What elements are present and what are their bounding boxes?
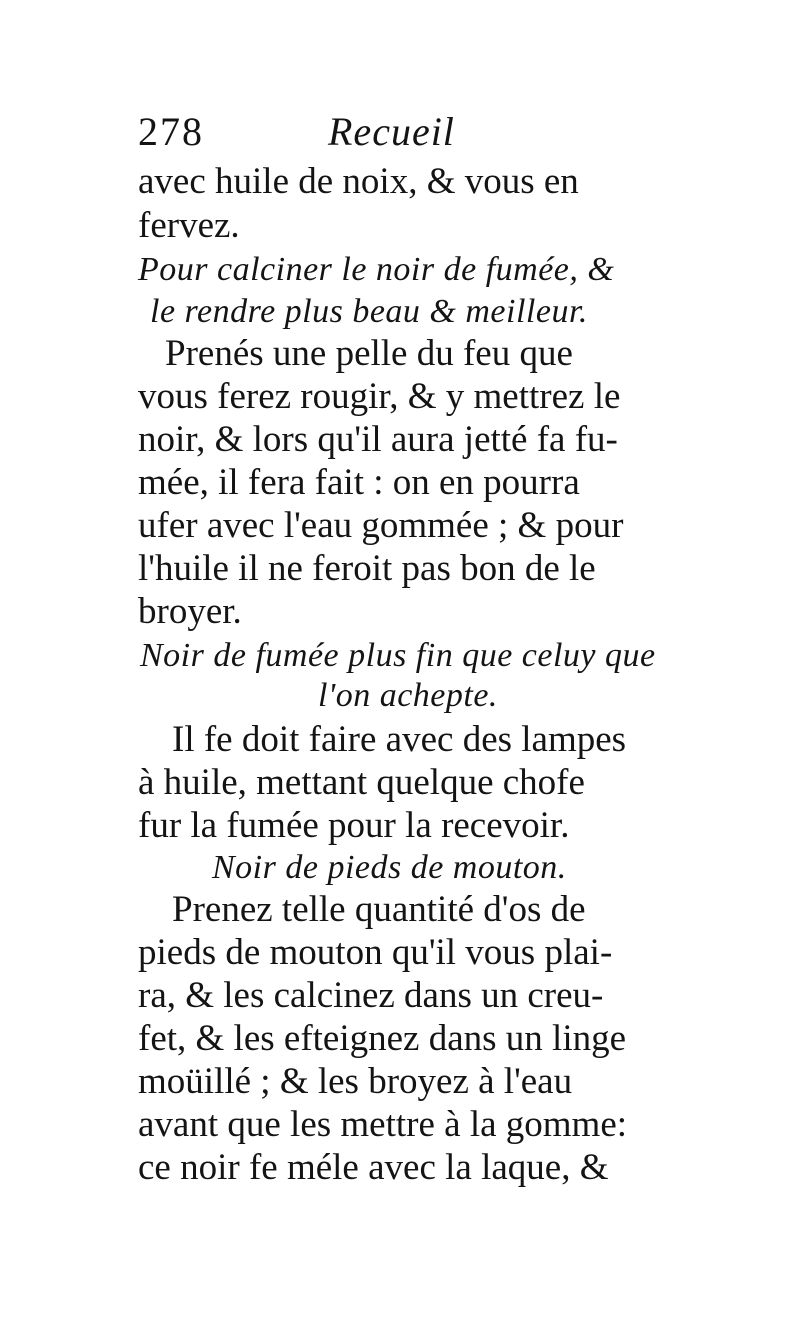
text-line: ce noir fe méle avec la laque, & [138,1147,609,1188]
paragraph-first-line: Il fe doit faire avec des lampes [172,719,627,760]
paragraph-first-line: Prenez telle quantité d'os de [172,889,586,930]
text-line: mée, il fera fait : on en pourra [138,462,580,503]
text-line: vous ferez rougir, & y mettrez le [138,376,621,417]
text-line: fet, & les efteignez dans un linge [138,1018,627,1059]
running-head: Recueil [328,109,455,154]
text-line: broyer. [138,591,242,632]
text-line: ra, & les calcinez dans un creu- [138,975,604,1016]
paragraph-first-line: Prenés une pelle du feu que [165,333,573,374]
text-line: pieds de mouton qu'il vous plai- [138,932,613,973]
text-line: noir, & lors qu'il aura jetté fa fu- [138,419,618,460]
text-line: ufer avec l'eau gommée ; & pour [138,505,624,546]
text-line: avec huile de noix, & vous en [138,161,579,202]
section-heading-line: Pour calciner le noir de fumée, & [138,251,615,288]
section-heading-line: le rendre plus beau & meilleur. [150,293,588,330]
page-header [138,108,658,158]
text-line: moüillé ; & les broyez à l'eau [138,1061,573,1102]
page-number: 278 [138,109,204,154]
text-line: l'huile il ne feroit pas bon de le [138,548,596,589]
text-line: fervez. [138,205,240,246]
text-line: avant que les mettre à la gomme: [138,1104,628,1145]
text-line: fur la fumée pour la recevoir. [138,805,570,846]
text-line: à huile, mettant quelque chofe [138,762,585,803]
section-heading-line: Noir de fumée plus fin que celuy que [140,637,656,674]
section-heading-line: Noir de pieds de mouton. [212,849,567,886]
section-heading-line: l'on achepte. [318,677,498,714]
